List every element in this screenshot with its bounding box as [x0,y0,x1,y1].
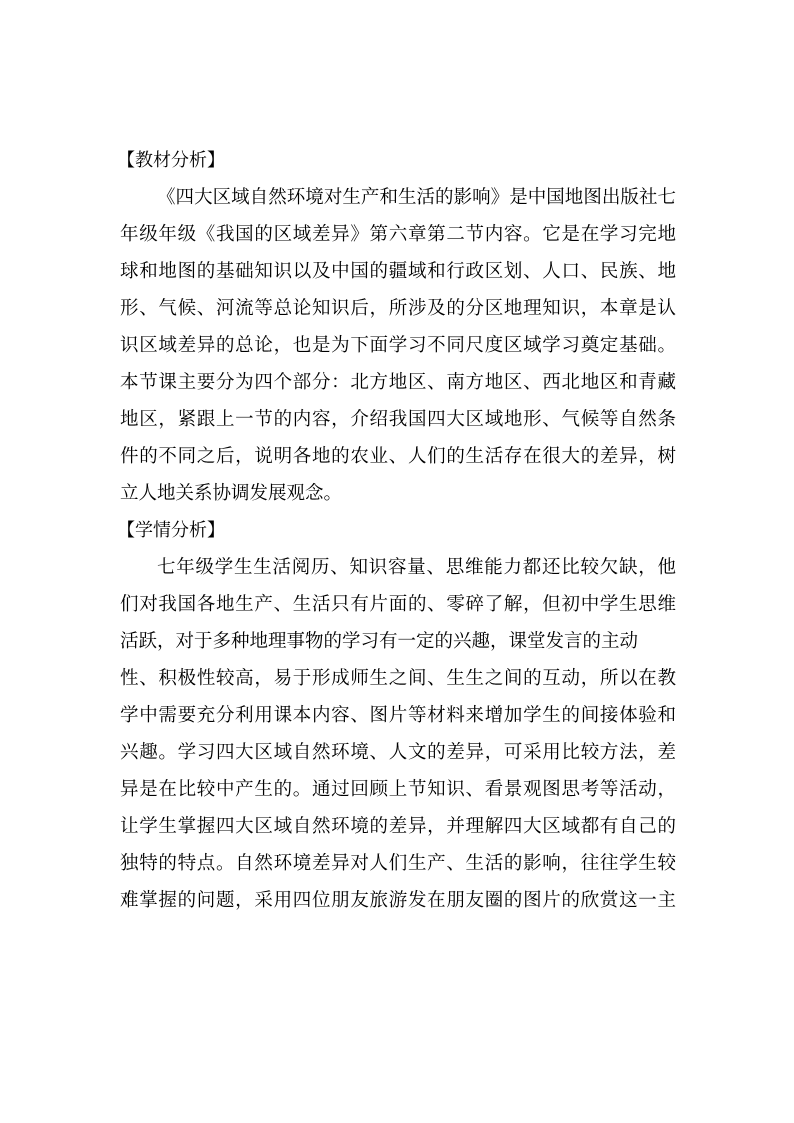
text-line: 让学生掌握四大区域自然环境的差异，并理解四大区域都有自己的 [120,816,676,837]
text-line: 件的不同之后，说明各地的农业、人们的生活存在很大的差异，树 [120,446,676,467]
text-line: 形、气候、河流等总论知识后，所涉及的分区地理知识，本章是认 [120,298,676,319]
text-line: 立人地关系协调发展观念。 [120,483,343,504]
text-line: 学中需要充分利用课本内容、图片等材料来增加学生的间接体验和 [120,705,676,726]
document-body [117,142,676,919]
text-line: 年级年级《我国的区域差异》第六章第二节内容。它是在学习完地 [120,224,676,245]
text-line: 异是在比较中产生的。通过回顾上节知识、看景观图思考等活动， [120,779,676,800]
text-line: 难掌握的问题，采用四位朋友旅游发在朋友圈的图片的欣赏这一主 [120,890,676,911]
text-line: 《四大区域自然环境对生产和生活的影响》是中国地图出版社七 [157,187,676,208]
text-line: 兴趣。学习四大区域自然环境、人文的差异，可采用比较方法，差 [120,742,676,763]
text-line: 识区域差异的总论，也是为下面学习不同尺度区域学习奠定基础。 [120,335,676,356]
text-line: 球和地图的基础知识以及中国的疆域和行政区划、人口、民族、地 [120,261,676,282]
text-line: 们对我国各地生产、生活只有片面的、零碎了解，但初中学生思维 [120,594,676,615]
text-line: 七年级学生生活阅历、知识容量、思维能力都还比较欠缺，他 [157,557,676,578]
text-line: 地区，紧跟上一节的内容，介绍我国四大区域地形、气候等自然条 [120,409,676,430]
text-line: 独特的特点。自然环境差异对人们生产、生活的影响，往往学生较 [120,853,676,874]
text-line: 性、积极性较高，易于形成师生之间、生生之间的互动，所以在教 [120,668,676,689]
section-heading-student-analysis: 【学情分析】 [117,520,225,541]
text-line: 活跃，对于多种地理事物的学习有一定的兴趣，课堂发言的主动 [120,631,639,652]
paragraph-textbook-analysis [120,179,676,512]
text-line: 本节课主要分为四个部分：北方地区、南方地区、西北地区和青藏 [120,372,676,393]
section-heading-textbook-analysis: 【教材分析】 [117,150,225,171]
paragraph-student-analysis [120,549,676,919]
